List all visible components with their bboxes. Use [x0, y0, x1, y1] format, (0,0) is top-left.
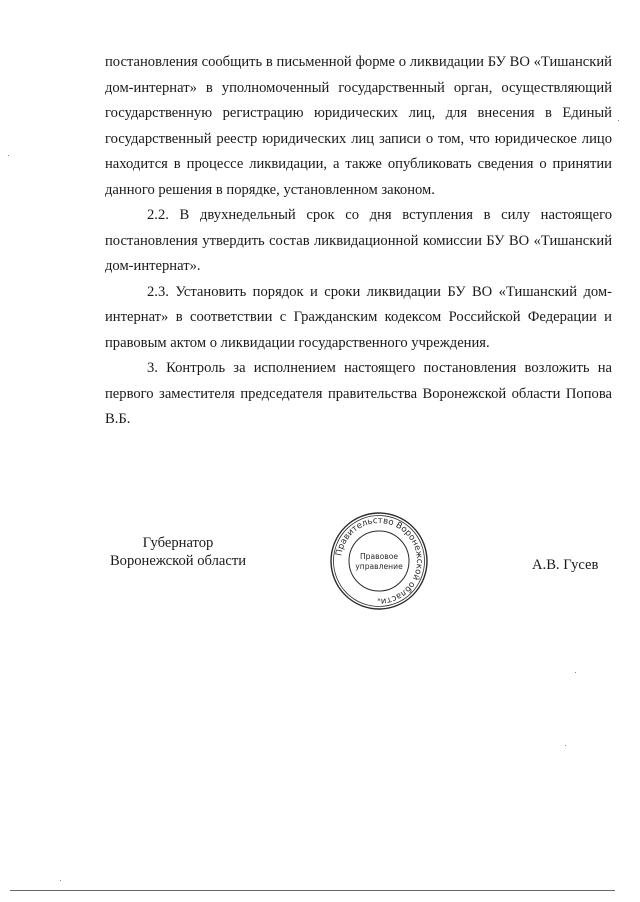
seal-star-icon: * — [377, 597, 381, 605]
signatory-title-line1: Губернатор — [142, 535, 214, 551]
signatory-name: А.В. Гусев — [532, 557, 599, 573]
scan-speck — [8, 155, 9, 156]
signature-block — [0, 535, 640, 615]
scan-speck — [618, 120, 619, 121]
paragraph-2-2: 2.2. В двухнедельный срок со дня вступления в силу настоящего постановления утвердить состав ликвидационной комиссии БУ ВО «Тишанский дом-интернат». — [105, 207, 612, 274]
signatory-title — [103, 535, 253, 570]
paragraph-3: 3. Контроль за исполнением настоящего постановления возложить на первого заместителя председателя правительства Воронежской области Попова В.Б. — [105, 360, 612, 427]
signatory-title-line2: Воронежской области — [109, 552, 247, 569]
seal-center-line2: управление — [355, 562, 403, 571]
document-body — [105, 50, 612, 433]
paragraph-2-3: 2.3. Установить порядок и сроки ликвидации БУ ВО «Тишанский дом-интернат» в соответствии с Гражданским кодексом Российской Федерации и правовым актом о ликвидации государственного учреждения. — [105, 283, 612, 351]
scan-speck — [60, 880, 61, 881]
scan-speck — [575, 672, 576, 673]
seal-ring-text: Правительство Воронежской области — [334, 515, 425, 607]
scan-edge-line — [10, 890, 615, 891]
seal-center-line1: Правовое — [359, 552, 399, 561]
scan-speck — [565, 745, 566, 746]
official-seal — [328, 510, 430, 612]
paragraph-continuation: постановления сообщить в письменной форме о ликвидации БУ ВО «Тишанский дом-интернат» в уполномоченный государственный орган, осуществляющий государственную регистрацию юридических лиц, для внесения в Единый государственный реестр юридических лиц записи о том, что юридическое лицо находится в процессе ликвидации, а также опубликовать сведения о принятии данного решения в порядке, установленном законом. — [105, 54, 612, 198]
